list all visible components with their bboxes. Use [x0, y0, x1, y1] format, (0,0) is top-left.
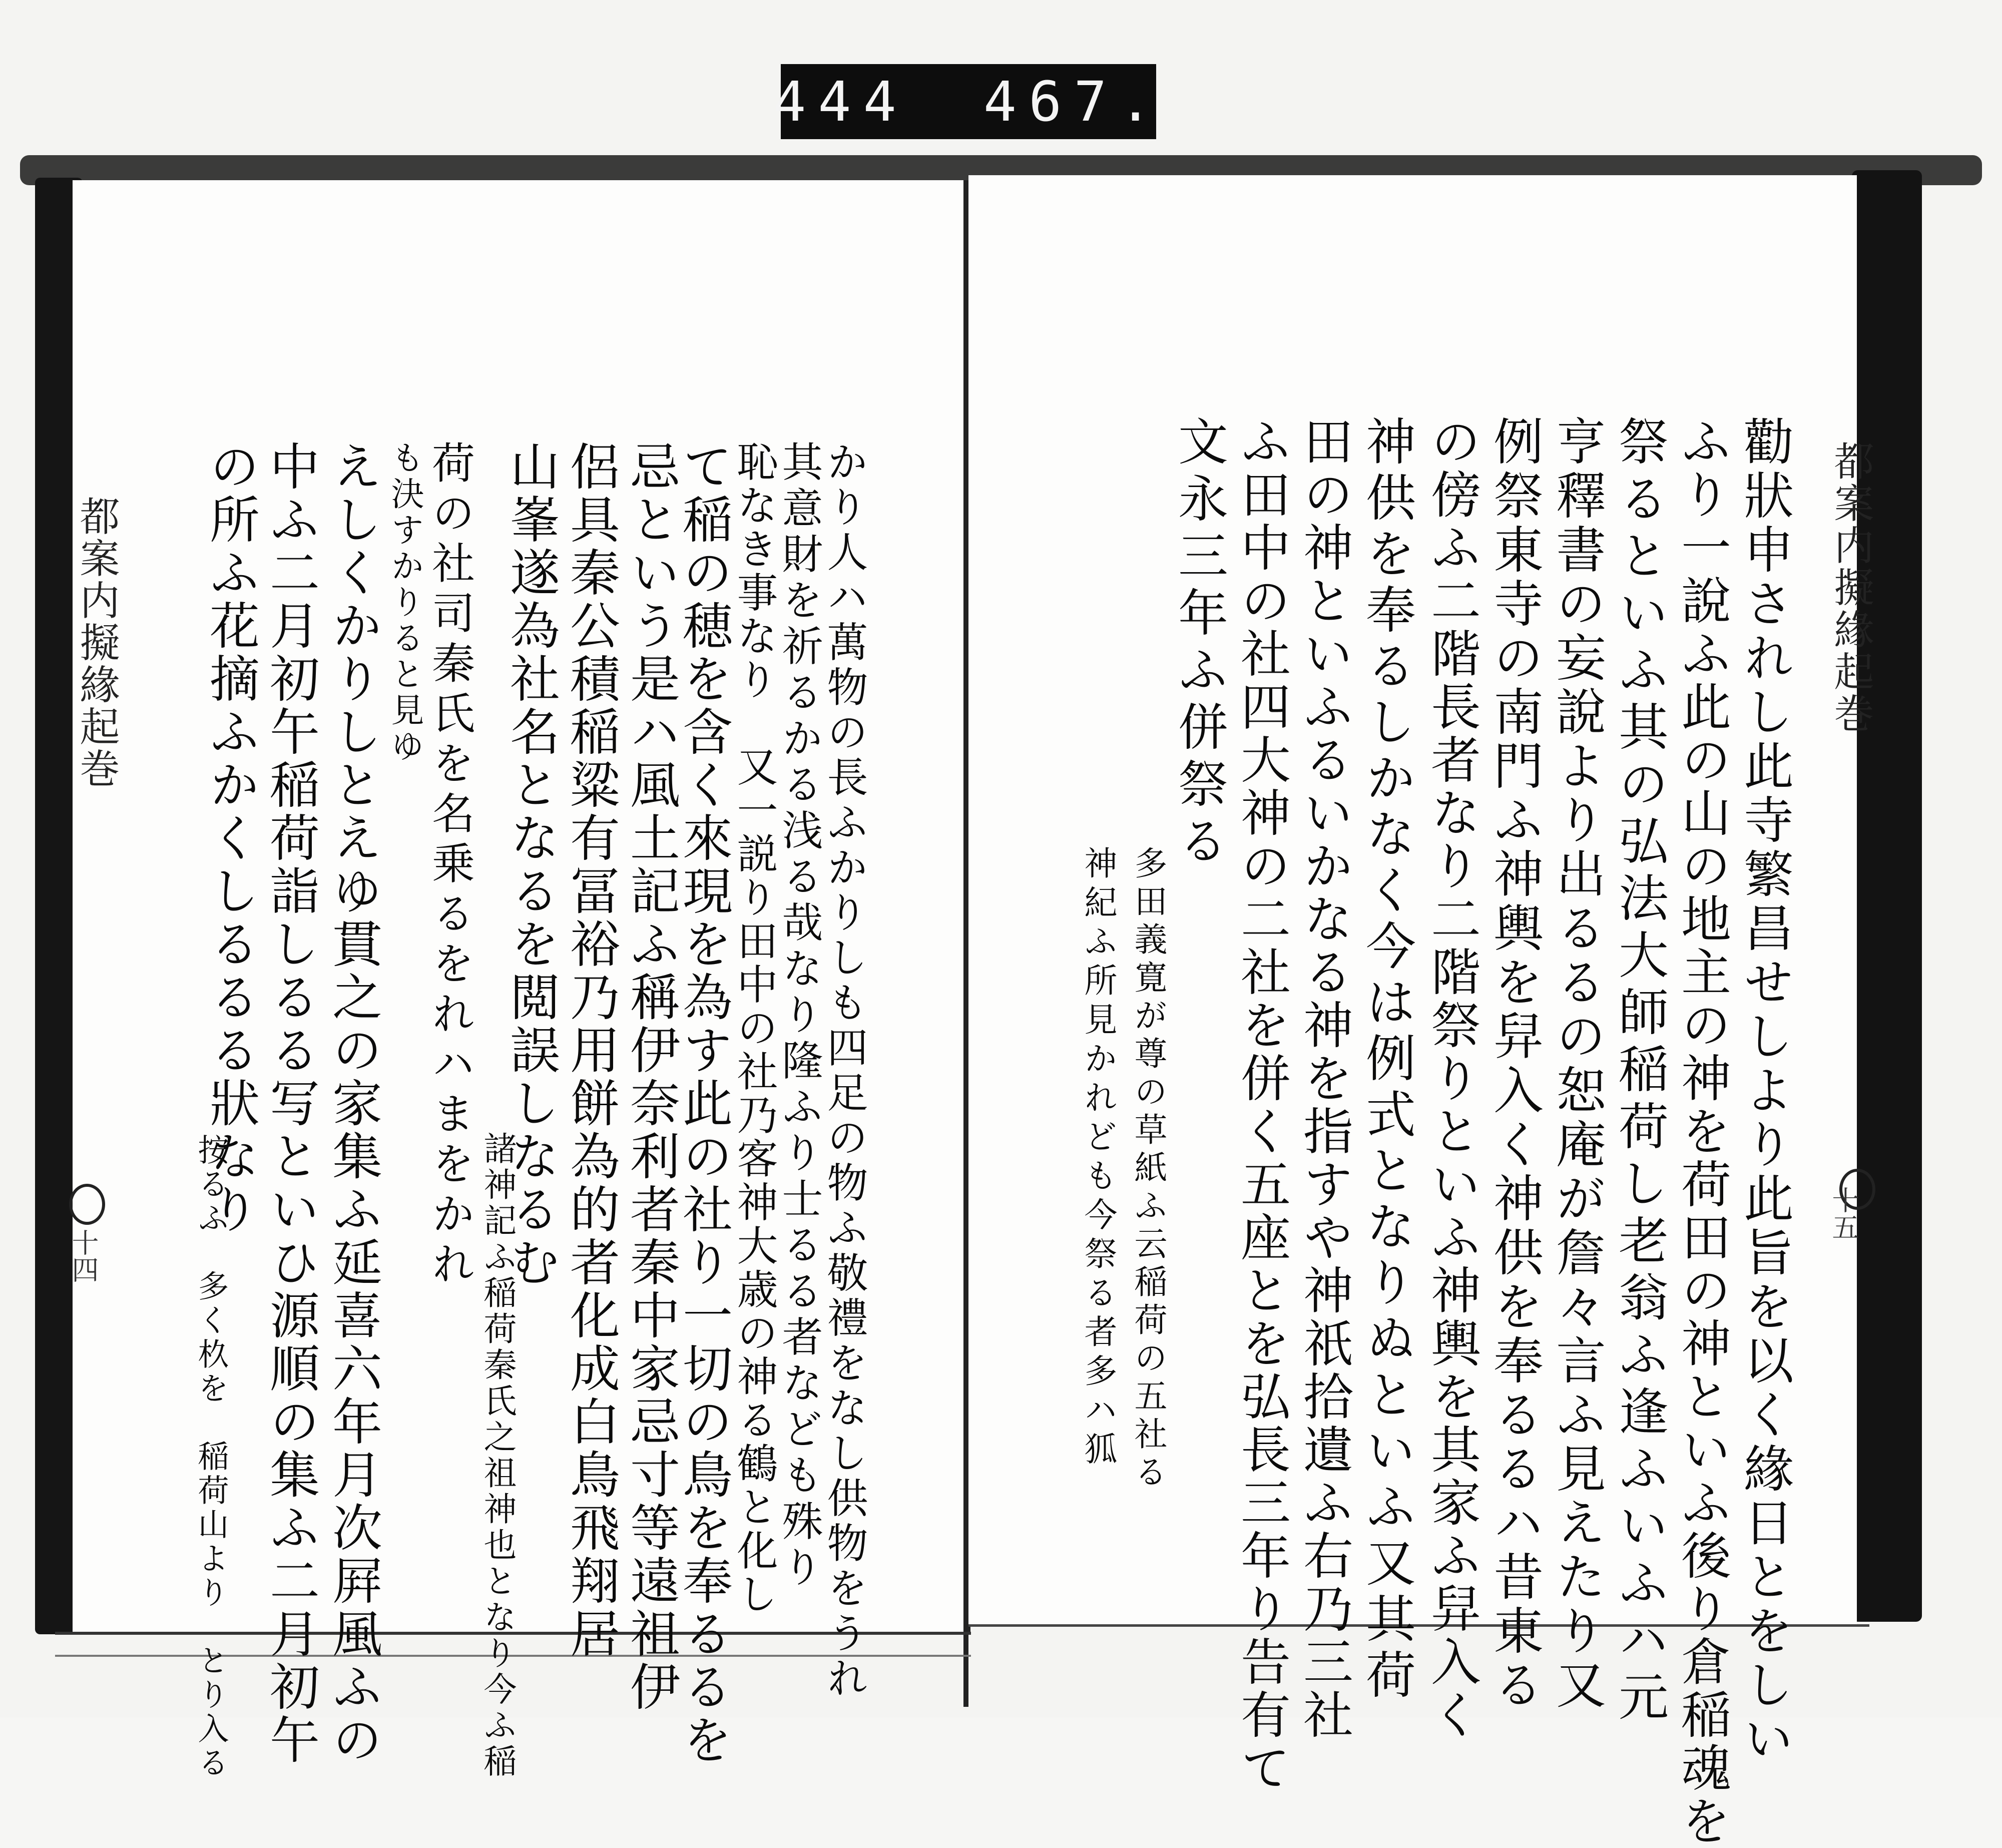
- text-column: 田の神といふるいかなる神を指すや神祇拾遺ふ右乃三社: [1295, 415, 1353, 1742]
- note-column: 按るふ 多く杦を 稲荷山より とり入る: [193, 1134, 229, 1780]
- text-column: 侶具秦公積稲粱有冨裕乃用餅為的者化成白鳥飛翔居: [562, 440, 620, 1661]
- left-page-number: 十四: [68, 1229, 99, 1283]
- text-column: の傍ふ二階長者なり二階祭りといふ神輿を其家ふ舁入く: [1422, 415, 1481, 1742]
- text-column: ふり一說ふ此の山の地主の神を荷田の神といふ後り倉稲魂を: [1673, 415, 1731, 1848]
- note-column: 多田義寛が尊の草紙ふ云稲荷の五社る: [1129, 846, 1167, 1493]
- text-column: ふ田中の社四大神の二社を併く五座とを弘長三年り告有て: [1232, 415, 1291, 1795]
- text-column: 其意財を祈るかる浅る哉なり隆ふり士るる者なども殊り: [775, 440, 823, 1592]
- text-column: 忌という是ハ風土記ふ稱伊奈利者秦中家忌寸等遠祖伊: [622, 440, 680, 1714]
- book-spine: [963, 180, 968, 1707]
- right-page-number: 十五: [1828, 1186, 1859, 1240]
- note-column: も決すかりると見ゆ: [385, 440, 424, 765]
- text-column: 荷の社司秦氏を名乗るをれハまをかれ: [424, 440, 474, 1291]
- note-column: 諸神記ふ稲荷秦氏之祖神也となり今ふ稲: [478, 1131, 517, 1780]
- text-column: 祭るといふ其の弘法大師稲荷し老翁ふ逢ふいふハ元: [1610, 415, 1669, 1728]
- binding-hole-left: [69, 1184, 105, 1225]
- text-column: 勸狀申されし此寺繁昌せしより此旨を以く緣日とをしい: [1735, 415, 1794, 1767]
- frame-number-label: [773, 64, 1164, 139]
- text-column: 恥なき事なり 又一説り田中の社乃客神大歳の神る鶴と化し: [730, 440, 778, 1616]
- text-column: の所ふ花摘ふかくしるるる狀なり: [201, 440, 260, 1236]
- text-column: 山峯遂為社名となるを閲誤しなるむ: [502, 440, 560, 1289]
- text-column: て稲の穂を含く來現を為す此の社り一切の鳥を奉るるを: [674, 440, 733, 1767]
- text-column: 例祭東寺の南門ふ神輿を舁入く神供を奉るるハ昔東る: [1485, 415, 1544, 1713]
- text-column: 中ふ二月初午稲荷詣しるる写といひ源順の集ふ二月初午: [261, 440, 320, 1767]
- text-column: 神供を奉るしかなく今は例式となりぬといふ又其荷: [1357, 415, 1416, 1705]
- text-column: 亨釋書の妄說より出るるの恕庵が詹々言ふ見えたり又: [1548, 415, 1606, 1713]
- note-column: 神紀ふ所見かれども今祭る者多ハ狐: [1079, 846, 1117, 1471]
- text-column: かり人ハ萬物の長ふかりしも四足の物ふ敬禮をなし供物をうれ: [820, 440, 868, 1702]
- frame-number-right: 467.: [983, 70, 1164, 134]
- right-page-bottom-edge: [968, 1624, 1869, 1642]
- right-cover-edge: [1852, 170, 1922, 1622]
- text-column: 文永三年ふ併祭る: [1170, 415, 1228, 872]
- left-page-header: 都案内擬緣起巻: [73, 496, 120, 790]
- text-column: えしくかりしとえゆ貫之の家集ふ延喜六年月次屛風ふの: [324, 440, 382, 1767]
- frame-number-left: 444: [773, 70, 908, 134]
- right-page-header: 都案内擬緣起巻: [1827, 440, 1874, 735]
